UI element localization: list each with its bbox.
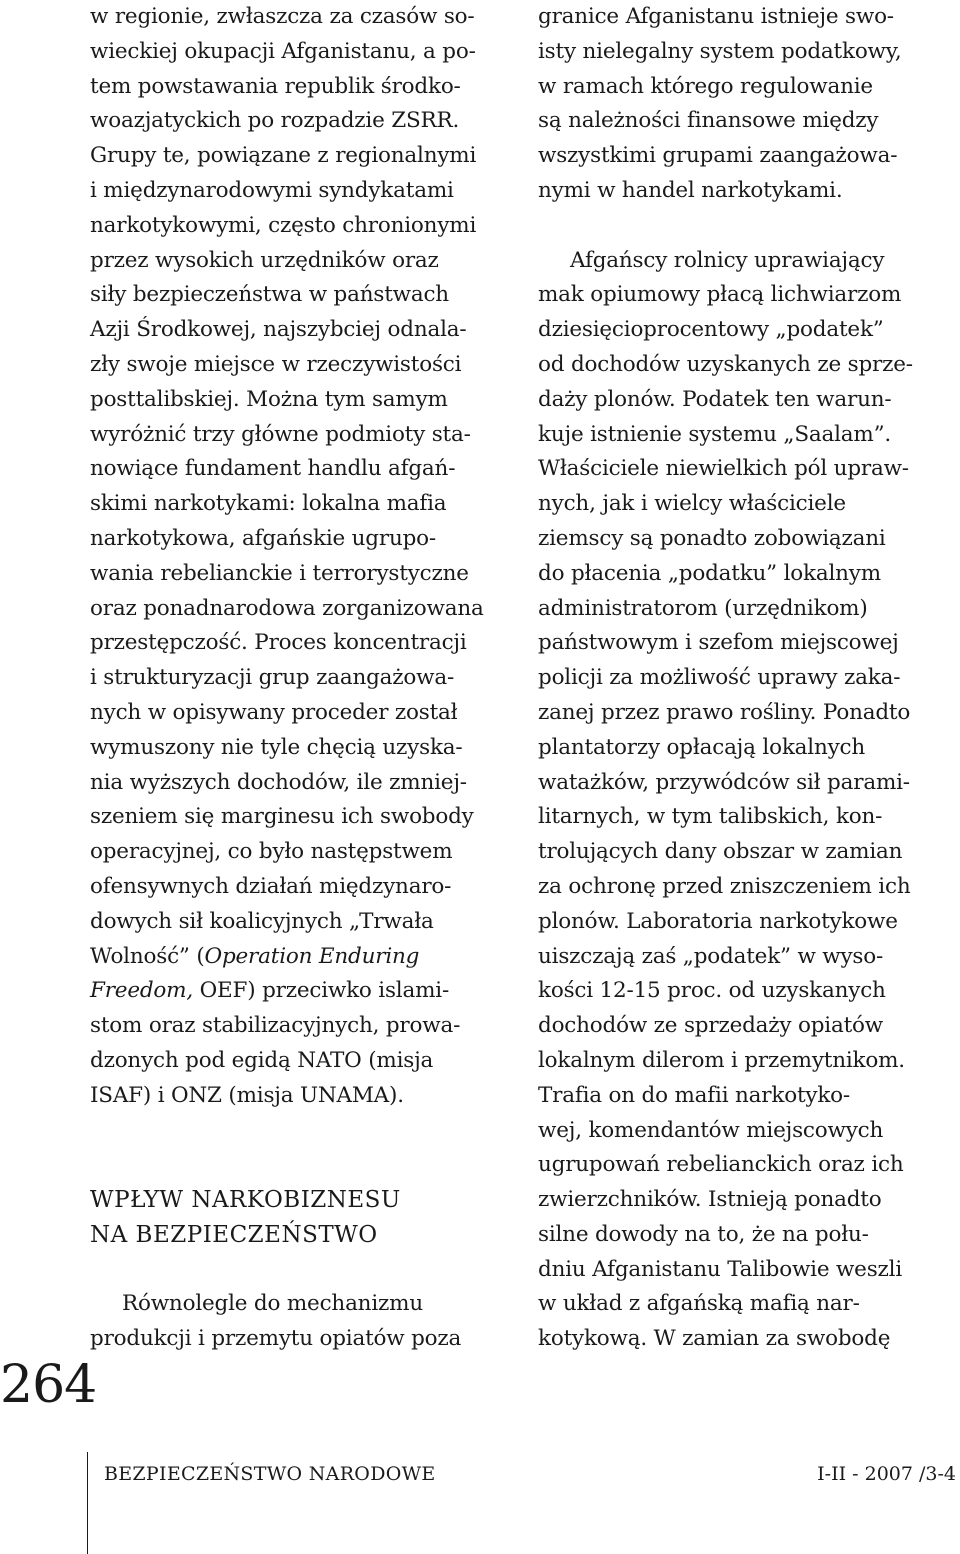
text-line: siły bezpieczeństwa w państwach xyxy=(90,282,449,308)
text-line: operacyjnej, co było następstwem xyxy=(90,839,453,865)
text-line: litarnych, w tym talibskich, kon- xyxy=(538,804,883,830)
right-paragraph-2 xyxy=(538,244,958,1358)
right-column xyxy=(538,0,958,1357)
text-line: Afgańscy rolnicy uprawiający xyxy=(570,247,885,273)
text-line: państwowym i szefom miejscowej xyxy=(538,630,899,656)
text-line: wieckiej okupacji Afganistanu, a po- xyxy=(90,38,476,64)
text-line: skimi narkotykami: lokalna mafia xyxy=(90,491,447,517)
text-line: trolujących dany obszar w zamian xyxy=(538,839,903,865)
text-line: woazjatyckich po rozpadzie ZSRR. xyxy=(90,108,460,134)
text-line: ISAF) i ONZ (misja UNAMA). xyxy=(90,1082,404,1108)
text-line: przestępczość. Proces koncentracji xyxy=(90,630,467,656)
text-line: plonów. Laboratoria narkotykowe xyxy=(538,908,898,934)
text-line: Grupy te, powiązane z regionalnymi xyxy=(90,143,477,169)
text-line: plantatorzy opłacają lokalnych xyxy=(538,734,866,760)
heading-line: WPŁYW NARKOBIZNESU xyxy=(90,1187,401,1214)
text-line: mak opiumowy płacą lichwiarzom xyxy=(538,282,902,308)
text-line: nymi w handel narkotykami. xyxy=(538,177,843,203)
text-line: wymuszony nie tyle chęcią uzyska- xyxy=(90,734,463,760)
text-line: dziesięcioprocentowy „podatek” xyxy=(538,317,884,343)
text-line: dzonych pod egidą NATO (misja xyxy=(90,1047,434,1073)
text-line: lokalnym dilerom i przemytnikom. xyxy=(538,1047,905,1073)
spacer xyxy=(90,1253,520,1288)
text-line: ofensywnych działań międzynaro- xyxy=(90,873,452,899)
footer-divider xyxy=(87,1452,88,1554)
spacer xyxy=(90,1148,520,1183)
text-line: Trafia on do mafii narkotyko- xyxy=(538,1082,850,1108)
left-paragraph-2 xyxy=(90,1287,520,1357)
oef-text: OEF) przeciwko islami- xyxy=(192,978,450,1004)
text-line: i strukturyzacji grup zaangażowa- xyxy=(90,665,455,691)
text-line: stom oraz stabilizacyjnych, prowa- xyxy=(90,1013,461,1039)
text-line: nowiące fundament handlu afgań- xyxy=(90,456,456,482)
text-line: policji za możliwość uprawy zaka- xyxy=(538,665,901,691)
text-line: Azji Środkowej, najszybciej odnala- xyxy=(90,317,467,343)
text-line: do płacenia „podatku” lokalnym xyxy=(538,560,881,586)
text-line: administratorom (urzędnikom) xyxy=(538,595,868,621)
text-line: wszystkimi grupami zaangażowa- xyxy=(538,143,898,169)
text-line: posttalibskiej. Można tym samym xyxy=(90,386,448,412)
text-line: kotykową. W zamian za swobodę xyxy=(538,1326,891,1352)
spacer xyxy=(538,209,958,244)
spacer xyxy=(90,1114,520,1149)
text-line: silne dowody na to, że na połu- xyxy=(538,1221,869,1247)
text-line: uiszczają zaś „podatek” w wyso- xyxy=(538,943,884,969)
text-line: są należności finansowe między xyxy=(538,108,879,134)
text-line: wyróżnić trzy główne podmioty sta- xyxy=(90,421,471,447)
text-line: Równolegle do mechanizmu xyxy=(122,1291,423,1317)
text-line: narkotykowymi, często chronionymi xyxy=(90,212,477,238)
text-line: zwierzchników. Istnieją ponadto xyxy=(538,1187,882,1213)
text-line: szeniem się marginesu ich swobody xyxy=(90,804,474,830)
text-line: produkcji i przemytu opiatów poza xyxy=(90,1326,462,1352)
text-line: nia wyższych dochodów, ile zmniej- xyxy=(90,769,467,795)
left-paragraph-1 xyxy=(90,0,520,1114)
section-heading xyxy=(90,1183,520,1253)
footer-issue: I-II - 2007 /3-4 xyxy=(817,1463,956,1485)
text-line: ziemscy są ponadto zobowiązani xyxy=(538,525,886,551)
text-line: przez wysokich urzędników oraz xyxy=(90,247,439,273)
text-line: dniu Afganistanu Talibowie weszli xyxy=(538,1256,903,1282)
right-paragraph-1 xyxy=(538,0,958,209)
text-line: tem powstawania republik środko- xyxy=(90,73,461,99)
text-line: kości 12-15 proc. od uzyskanych xyxy=(538,978,886,1004)
text-line: kuje istnienie systemu „Saalam”. xyxy=(538,421,892,447)
text-line: wej, komendantów miejscowych xyxy=(538,1117,884,1143)
text-line xyxy=(90,940,520,975)
text-line: za ochronę przed zniszczeniem ich xyxy=(538,873,911,899)
oef-italic-title: Freedom, xyxy=(90,978,193,1004)
left-column xyxy=(90,0,520,1357)
text-line: dowych sił koalicyjnych „Trwała xyxy=(90,908,434,934)
text-line: oraz ponadnarodowa zorganizowana xyxy=(90,595,484,621)
page-number: 264 xyxy=(0,1355,97,1415)
text-line: zanej przez prawo rośliny. Ponadto xyxy=(538,699,911,725)
text-line: narkotykowa, afgańskie ugrupo- xyxy=(90,525,436,551)
text-line: w układ z afgańską mafią nar- xyxy=(538,1291,860,1317)
heading-line: NA BEZPIECZEŃSTWO xyxy=(90,1221,378,1248)
text-line: Właściciele niewielkich pól upraw- xyxy=(538,456,909,482)
text-line: nych w opisywany proceder został xyxy=(90,699,458,725)
text-line: daży plonów. Podatek ten warun- xyxy=(538,386,892,412)
footer-journal-title: BEZPIECZEŃSTWO NARODOWE xyxy=(104,1463,436,1485)
text-line: nych, jak i wielcy właściciele xyxy=(538,491,846,517)
oef-italic-title: Operation Enduring xyxy=(204,943,420,969)
text-line: granice Afganistanu istnieje swo- xyxy=(538,4,894,29)
text-line: isty nielegalny system podatkowy, xyxy=(538,38,902,64)
text-line: w regionie, zwłaszcza za czasów so- xyxy=(90,4,475,29)
text-line: i międzynarodowymi syndykatami xyxy=(90,177,454,203)
oef-text: Wolność” ( xyxy=(90,943,205,969)
text-line: dochodów ze sprzedaży opiatów xyxy=(538,1013,883,1039)
text-line: wania rebelianckie i terrorystyczne xyxy=(90,560,469,586)
text-line: watażków, przywódców sił parami- xyxy=(538,769,910,795)
text-line: od dochodów uzyskanych ze sprze- xyxy=(538,351,913,377)
text-line xyxy=(90,974,520,1009)
text-line: w ramach którego regulowanie xyxy=(538,73,873,99)
text-line: zły swoje miejsce w rzeczywistości xyxy=(90,351,462,377)
text-line: ugrupowań rebelianckich oraz ich xyxy=(538,1152,904,1178)
